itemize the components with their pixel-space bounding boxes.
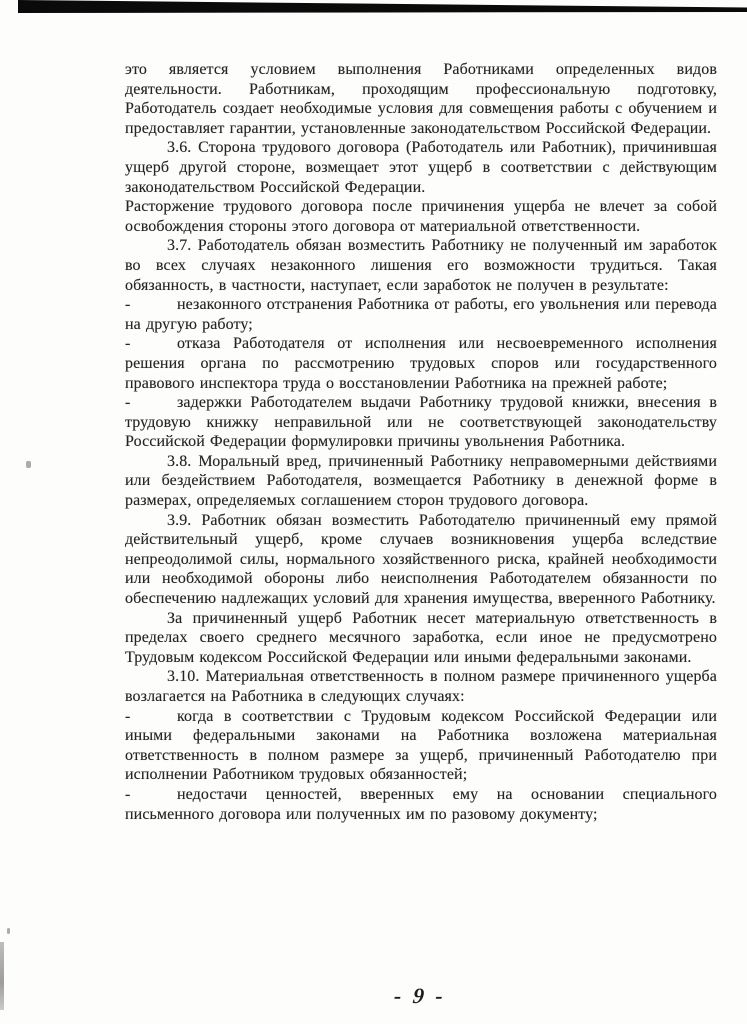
paragraph: 3.6. Сторона трудового договора (Работодатель или Работник), причинившая ущерб другой стороне, возмещает этот ущерб в соответствии с действующим законодательством Российской Федерации.: [125, 139, 717, 196]
scan-edge-artifact-left: [0, 942, 4, 1010]
paragraph: 3.7. Работодатель обязан возместить Работнику не полученный им заработок во всех случаях незаконного лишения его возможности трудиться. Такая обязанность, в частности, наступает, если заработок не получен в результате:: [125, 237, 717, 294]
scan-speck: [26, 461, 31, 468]
page-number: - 9 -: [392, 983, 448, 1008]
bullet-dash: -: [125, 785, 131, 803]
paragraph: - когда в соответствии с Трудовым кодексом Российской Федерации или иными федеральными законами на Работника возложена материальная ответственность в полном размере за ущерб, причиненный Работодателю при исполнении Работником трудовых обязанностей;: [125, 707, 717, 784]
paragraph: - незаконного отстранения Работника от работы, его увольнения или перевода на другую работу;: [125, 296, 717, 333]
paragraph: - недостачи ценностей, вверенных ему на основании специального письменного договора или полученных им по разовому документу;: [125, 785, 717, 823]
scan-edge-artifact-top: [18, 0, 747, 13]
paragraph: Расторжение трудового договора после причинения ущерба не влечет за собой освобождения стороны этого договора от материальной ответственности.: [125, 198, 717, 235]
paragraph: - задержки Работодателем выдачи Работнику трудовой книжки, внесения в трудовую книжку неправильной или не соответствующей законодательству Российской Федерации формулировки причины увольнения Работника.: [125, 394, 717, 451]
bullet-dash: -: [125, 296, 131, 314]
paragraph: 3.9. Работник обязан возместить Работодателю причиненный ему прямой действительный ущерб, кроме случаев возникновения ущерба вследствие непреодолимой силы, нормального хозяйственного риска, крайней необходимости или необходимой обороны либо неисполнения Работодателем обязанности по обеспечению надлежащих условий для хранения имущества, вверенного Работнику.: [125, 511, 717, 608]
bullet-dash: -: [125, 394, 131, 412]
paragraph: 3.10. Материальная ответственность в полном размере причиненного ущерба возлагается на Работника в следующих случаях:: [125, 668, 717, 705]
scan-speck: [7, 928, 10, 934]
bullet-dash: -: [125, 707, 131, 725]
bullet-dash: -: [125, 335, 131, 353]
paragraph: За причиненный ущерб Работник несет материальную ответственность в пределах своего среднего месячного заработка, если иное не предусмотрено Трудовым кодексом Российской Федерации или иными федеральными законами.: [125, 609, 717, 666]
document-text: [125, 60, 717, 824]
paragraph: - отказа Работодателя от исполнения или несвоевременного исполнения решения органа по рассмотрению трудовых споров или государственного правового инспектора труда о восстановлении Работника на прежней работе;: [125, 335, 717, 392]
paragraph: это является условием выполнения Работниками определенных видов деятельности. Работникам, проходящим профессиональную подготовку, Работодатель создает необходимые условия для совмещения работы с обучением и предоставляет гарантии, установленные законодательством Российской Федерации.: [125, 61, 717, 137]
paragraph: 3.8. Моральный вред, причиненный Работнику неправомерными действиями или бездействием Работодателя, возмещается Работнику в денежной форме в размерах, определяемых соглашением сторон трудового договора.: [125, 452, 717, 510]
